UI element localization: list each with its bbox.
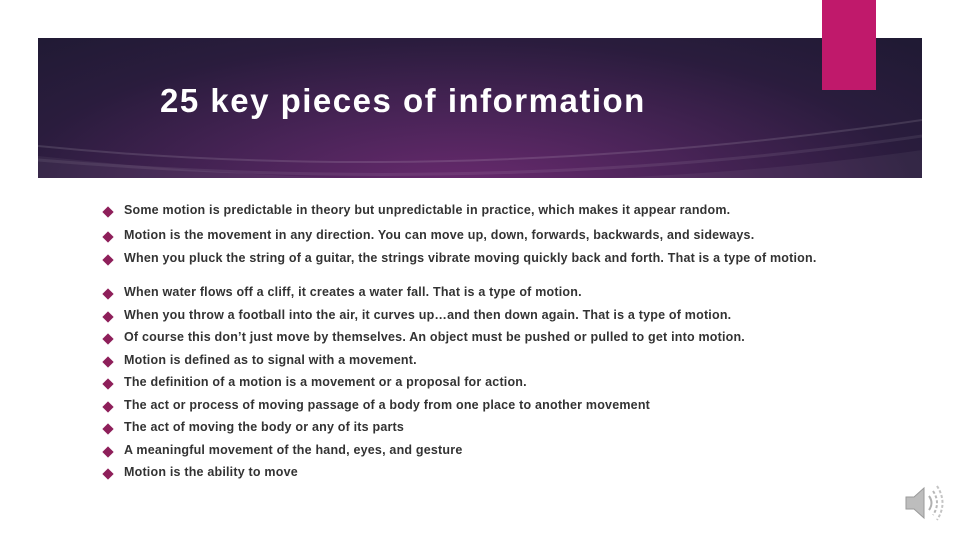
bullet-text: A meaningful movement of the hand, eyes, and gesture: [124, 443, 463, 457]
diamond-bullet-icon: [102, 311, 113, 322]
diamond-bullet-icon: [102, 333, 113, 344]
diamond-bullet-icon: [102, 423, 113, 434]
accent-bar: [822, 0, 876, 90]
bullet-text: Of course this don’t just move by themselves. An object must be pushed or pulled to get into motion.: [124, 330, 745, 344]
diamond-bullet-icon: [102, 401, 113, 412]
diamond-bullet-icon: [102, 254, 113, 265]
speaker-icon[interactable]: [900, 478, 950, 528]
bullet-text: Motion is the movement in any direction. You can move up, down, forwards, backwards, and sideways.: [124, 228, 755, 242]
bullet-text: The definition of a motion is a movement or a proposal for action.: [124, 375, 527, 389]
diamond-bullet-icon: [102, 356, 113, 367]
slide-title: 25 key pieces of information: [160, 82, 646, 119]
diamond-bullet-icon: [102, 206, 113, 217]
diamond-bullet-icon: [102, 231, 113, 242]
bullet-text: When you throw a football into the air, it curves up…and then down again. That is a type of motion.: [124, 308, 732, 322]
diamond-bullet-icon: [102, 378, 113, 389]
bullet-text: Motion is the ability to move: [124, 465, 298, 479]
bullet-text: Motion is defined as to signal with a movement.: [124, 353, 417, 367]
diamond-bullet-icon: [102, 446, 113, 457]
diamond-bullet-icon: [102, 468, 113, 479]
bullet-text: The act or process of moving passage of a body from one place to another movement: [124, 398, 651, 412]
bullet-text: When you pluck the string of a guitar, the strings vibrate moving quickly back and forth. That is a type of motion.: [124, 251, 817, 265]
bullet-text: When water flows off a cliff, it creates a water fall. That is a type of motion.: [124, 285, 582, 299]
bullet-text: Some motion is predictable in theory but unpredictable in practice, which makes it appear random.: [124, 203, 731, 217]
diamond-bullet-icon: [102, 288, 113, 299]
bullet-text: The act of moving the body or any of its parts: [124, 420, 405, 434]
